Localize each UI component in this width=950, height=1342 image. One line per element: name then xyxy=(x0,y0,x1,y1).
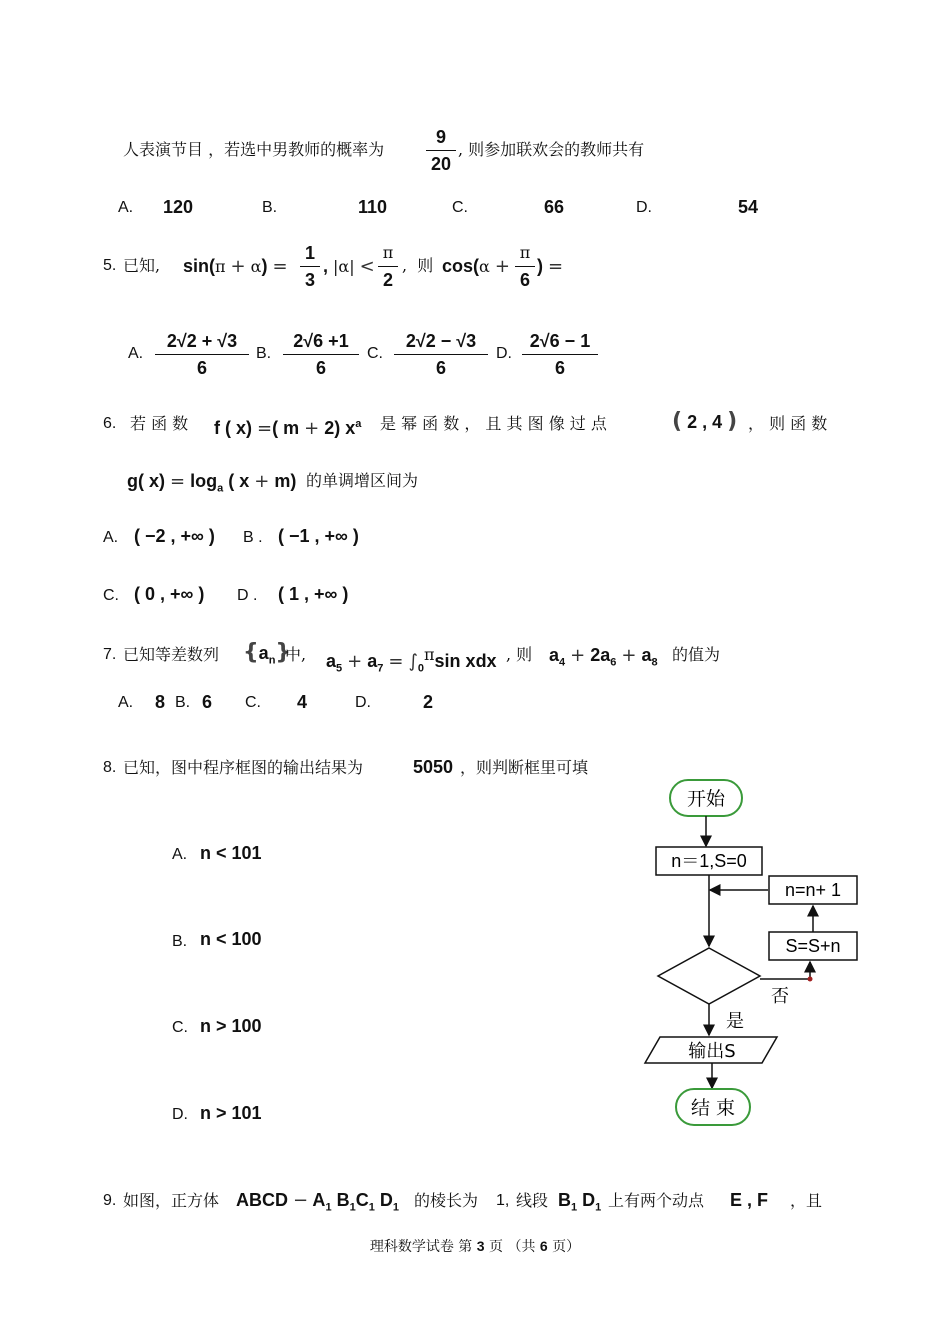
q9-cube: ABCD − $A_1$ $B_1C_1$ $D_1$ xyxy=(236,1190,399,1214)
q7-text1: 已知等差数列 xyxy=(123,645,220,664)
q6-option-d-value: ( 1 , +∞ ) xyxy=(278,584,349,604)
q5-option-b-label: B. xyxy=(256,345,272,362)
q7-expression: $a_4 + 2a_6 + a_8$ xyxy=(549,645,658,669)
q8-option-d-label: D. xyxy=(172,1106,188,1123)
q5-number: 5. xyxy=(103,257,117,274)
q6-function-f: f ( x) =( m + 2) $x^a$ xyxy=(214,418,362,439)
q5-option-a-label: A. xyxy=(128,345,144,362)
q8-text1: 已知，图中程序框图的输出结果为 xyxy=(123,758,364,777)
flow-increment-label: n=n+ 1 xyxy=(784,880,842,900)
q7-number: 7. xyxy=(103,646,117,663)
flow-start-label: 开始 xyxy=(686,788,726,810)
q8-option-c-value: n > 100 xyxy=(200,1016,262,1036)
q8-text2: ，则判断框里可填 xyxy=(460,758,589,777)
q4-option-c-value: 66 xyxy=(544,197,565,217)
q6-point: ( 2 , 4 ) xyxy=(672,409,738,434)
q7-text3: , 则 xyxy=(506,645,533,664)
q9-text5: ，且 xyxy=(790,1191,823,1210)
q5-option-c-value: 2√2 − √3 6 xyxy=(394,330,488,379)
q6-text4: 的单调增区间为 xyxy=(306,471,419,490)
q9-segment: $B_1$ $D_1$ xyxy=(558,1190,602,1214)
q6-text2: 是 幂 函 数 ， 且 其 图 像 过 点 xyxy=(380,414,607,433)
q5-question-cos: cos(α + xyxy=(442,256,510,277)
q7-option-d-label: D. xyxy=(355,694,371,711)
q4-option-b-label: B. xyxy=(262,199,278,216)
q5-condition-sin: sin(π + α) = xyxy=(183,256,288,277)
q7-option-b-label: B. xyxy=(175,694,191,711)
q5-option-c-label: C. xyxy=(367,345,383,362)
q6-option-a-value: ( −2 , +∞ ) xyxy=(134,526,215,546)
q8-option-a-value: n < 101 xyxy=(200,843,262,863)
q7-option-c-label: C. xyxy=(245,694,261,711)
q8-output-value: 5050 xyxy=(413,757,454,777)
q7-option-a-label: A. xyxy=(118,694,134,711)
flow-no-label: 否 xyxy=(771,986,789,1007)
q4-text2: , 则参加联欢会的教师共有 xyxy=(458,140,645,159)
q4-option-a-value: 120 xyxy=(163,197,194,217)
q5-question-end: ) = xyxy=(537,256,564,277)
q8-option-b-label: B. xyxy=(172,933,188,950)
q5-frac-pi-half: π 2 xyxy=(378,242,398,291)
q6-option-d-label: D . xyxy=(237,587,258,604)
q8-number: 8. xyxy=(103,759,117,776)
flow-decision-diamond xyxy=(658,948,760,1004)
flow-end-label: 结 束 xyxy=(690,1097,736,1119)
q9-number: 9. xyxy=(103,1192,117,1209)
q7-text4: 的值为 xyxy=(672,645,721,664)
q6-option-c-label: C. xyxy=(103,587,119,604)
q5-option-d-value: 2√6 − 1 6 xyxy=(522,330,598,379)
q7-text2: 中, xyxy=(285,645,307,664)
q5-frac-one-third: 1 3 xyxy=(300,242,320,291)
q9-points: E , F xyxy=(730,1190,769,1210)
q7-option-b-value: 6 xyxy=(202,692,213,712)
q4-option-a-label: A. xyxy=(118,199,134,216)
q5-option-b-value: 2√6 +1 6 xyxy=(283,330,359,379)
q9-edge-length: 1, xyxy=(496,1192,510,1209)
q5-then: , 则 xyxy=(402,256,434,275)
program-flowchart xyxy=(640,770,880,1140)
q4-option-d-value: 54 xyxy=(738,197,759,217)
q7-sequence: $\{a_n\}$ xyxy=(243,640,292,667)
q6-function-g: g( $x) = \log_a$ ( x + m) xyxy=(127,471,297,495)
q6-text3: ， 则 函 数 xyxy=(748,414,828,433)
q6-option-a-label: A. xyxy=(103,529,119,546)
q4-fraction: 9 20 xyxy=(426,126,456,175)
flow-init-label: n＝1,S=0 xyxy=(671,851,747,871)
q8-option-a-label: A. xyxy=(172,846,188,863)
q6-option-b-value: ( −1 , +∞ ) xyxy=(278,526,359,546)
q8-option-b-value: n < 100 xyxy=(200,929,262,949)
q4-option-b-value: 110 xyxy=(358,197,388,217)
q5-frac-pi-sixth: π 6 xyxy=(515,242,535,291)
flow-sum-label: S=S+n xyxy=(785,936,841,956)
q7-equation: $a_5 + a_7 = \int_0\pi\sin$ xdx xyxy=(326,645,497,675)
q7-option-d-value: 2 xyxy=(423,692,434,712)
q9-text4: 上有两个动点 xyxy=(608,1191,705,1210)
q9-text1: 如图，正方体 xyxy=(123,1191,220,1210)
q8-option-c-label: C. xyxy=(172,1019,188,1036)
flow-yes-label: 是 xyxy=(726,1011,744,1032)
q4-option-c-label: C. xyxy=(452,199,468,216)
flow-output-label: 输出S xyxy=(688,1041,736,1062)
q8-option-d-value: n > 101 xyxy=(200,1103,262,1123)
q5-option-d-label: D. xyxy=(496,345,512,362)
q6-option-c-value: ( 0 , +∞ ) xyxy=(134,584,205,604)
q4-option-d-label: D. xyxy=(636,199,652,216)
q4-text: 人表演节目 ，若选中男教师的概率为 xyxy=(123,140,385,159)
q7-option-c-value: 4 xyxy=(297,692,308,712)
q6-text1: 若 函 数 xyxy=(130,414,189,433)
q9-text2: 的棱长为 xyxy=(414,1191,479,1210)
q5-condition-alpha: , |α| < xyxy=(323,256,375,277)
q9-text3: 线段 xyxy=(516,1191,549,1210)
page-footer: 理科数学试卷 第 3 页 （共 6 页） xyxy=(369,1238,581,1255)
q5-option-a-value: 2√2 + √3 6 xyxy=(155,330,249,379)
q6-number: 6. xyxy=(103,415,117,432)
q6-option-b-label: B . xyxy=(243,529,263,546)
q7-option-a-value: 8 xyxy=(155,692,166,712)
q5-known: 已知, xyxy=(123,256,161,275)
